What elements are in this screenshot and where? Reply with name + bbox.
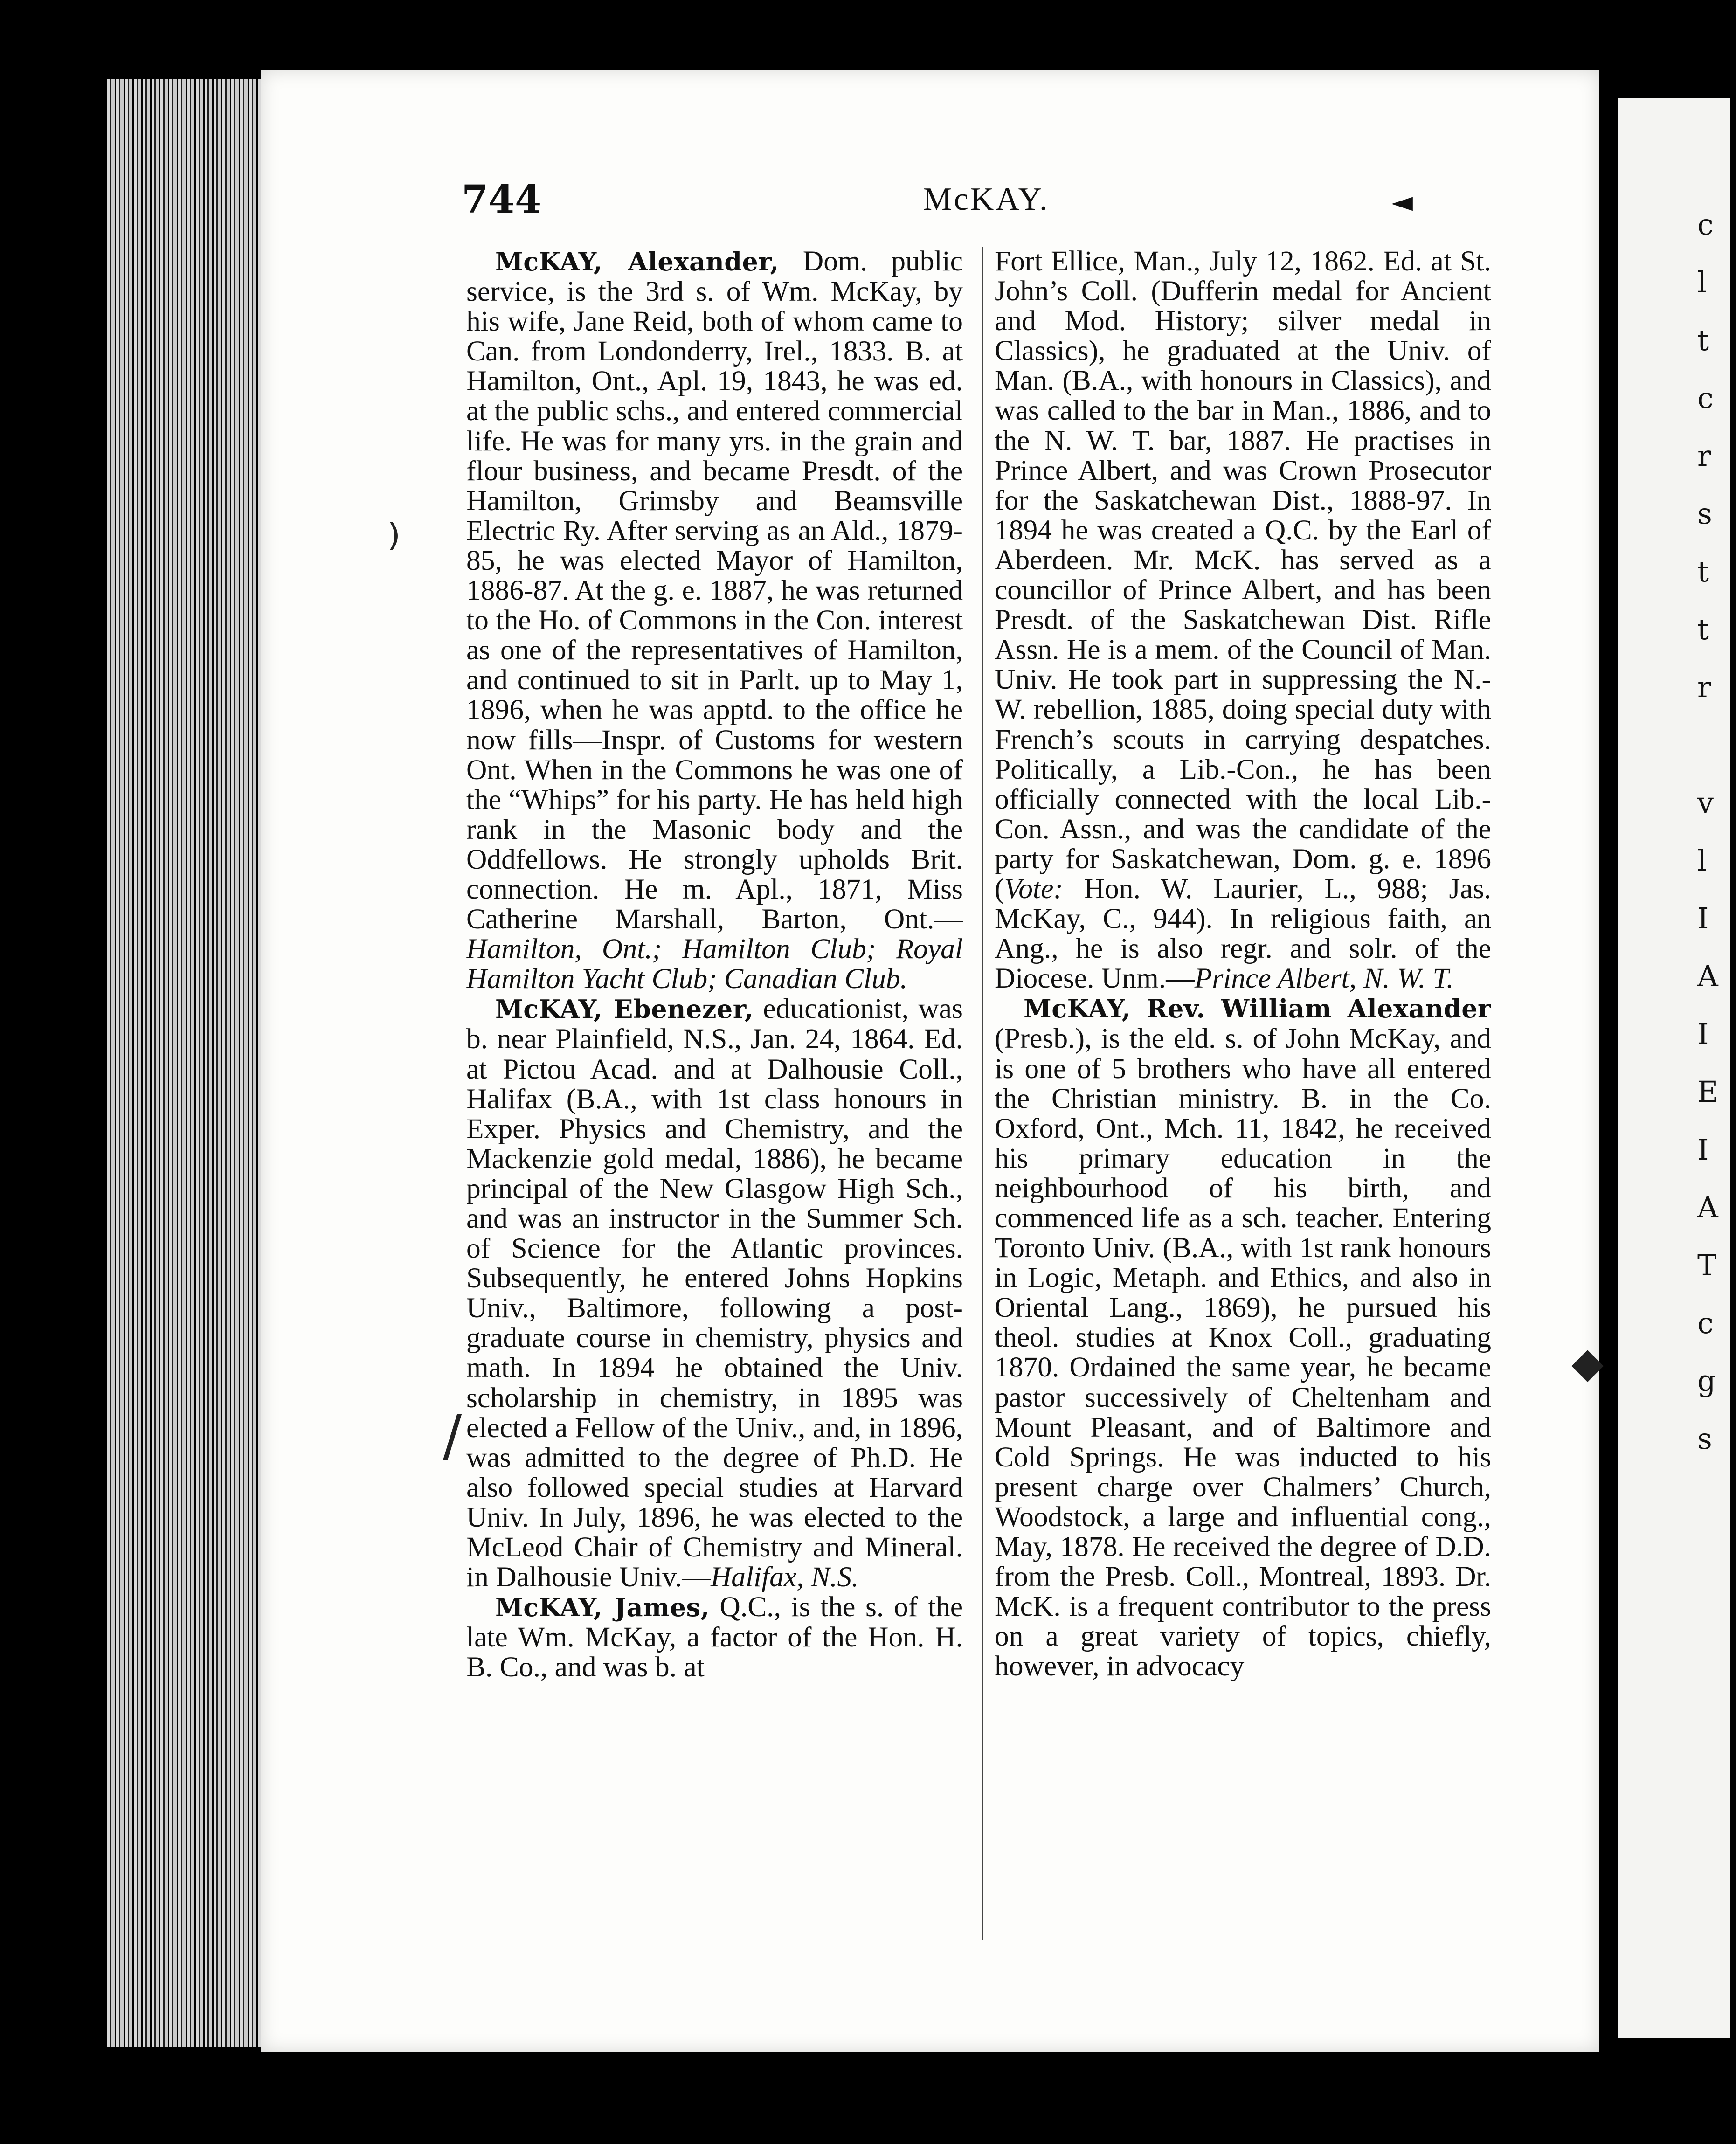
column-divider [982,247,983,1940]
pencil-mark: ⁾ [387,513,401,578]
arrow-mark: ◄ [1391,186,1413,218]
page-header [462,177,1511,233]
entry-james-mckay [466,1592,963,1682]
entry-name: McKAY, James, [495,1592,710,1623]
entry-text-continued: Hon. W. Laurier, L., 988; Jas. McKay, C., 944). In religious faith, an Ang., he is also regr. and solr. of the Diocese. Unm.— [995,872,1491,995]
entry-text: Dom. public service, is the 3rd s. of Wm. McKay, by his wife, Jane Reid, both of whom came to Can. from Londonderry, Irel., 1833. B. at Hamilton, Ont., Apl. 19, 1843, he was ed. at the public schs., and entered commercial life. He was for many yrs. in the grain and flour business, and became Presdt. of the Hamilton, Grimsby and Beamsville Electric Ry. After serving as an Ald., 1879-85, he was elected Mayor of Hamilton, 1886-87. At the g. e. 1887, he was returned to the Ho. of Commons in the Con. interest as one of the representatives of Hamilton, and continued to sit in Parlt. up to May 1, 1896, when he was apptd. to the office he now fills—Inspr. of Customs for western Ont. When in the Commons he was one of the “Whips” for his party. He has held high rank in the Masonic body and the Oddfellows. He strongly upholds Brit. connection. He m. Apl., 1871, Miss Catherine Marshall, Barton, Ont.— [466,246,963,935]
page-number: 744 [462,177,542,222]
entry-alexander-mckay [466,246,963,994]
right-column [995,246,1491,1943]
entry-name: McKAY, Alexander, [495,247,779,277]
entry-ebenezer-mckay [466,994,963,1592]
vote-label: Vote: [1004,872,1063,905]
entry-address: Halifax, N.S. [710,1561,859,1593]
entry-name: McKAY, Ebenezer, [495,994,754,1024]
left-column [466,246,963,1943]
pencil-mark: / [443,1404,462,1468]
adjacent-page-text: c l t c r s t t r v l I A I E I A T c g s [1697,207,1719,1456]
entry-text: Q.C., is the s. of the late Wm. McKay, a factor of the Hon. H. B. Co., and was b. at [466,1591,963,1683]
entry-address: Hamilton, Ont.; Hamilton Club; Royal Hamilton Yacht Club; Canadian Club. [466,933,963,995]
entry-text: (Presb.), is the eld. s. of John McKay, and is one of 5 brothers who have all entered the Christian ministry. B. in the Co. Oxford, Ont., Mch. 11, 1842, he received his primary education in the neighbourhood of his birth, and commenced life as a sch. teacher. Entering Toronto Univ. (B.A., with 1st rank honours in Logic, Metaph. and Ethics, and also in Oriental Lang., 1869), he pursued his theol. studies at Knox Coll., graduating 1870. Ordained the same year, he became pastor successively of Cheltenham and Mount Pleasant, and of Baltimore and Cold Springs. He was inducted to his present charge over Chalmers’ Church, Woodstock, a large and influential cong., May, 1878. He received the degree of D.D. from the Presb. Coll., Montreal, 1893. Dr. McK. is a frequent contributor to the press on a great variety of topics, chiefly, however, in advocacy [995,1023,1491,1682]
entry-text: educationist, was b. near Plainfield, N.S., Jan. 24, 1864. Ed. at Pictou Acad. and at Dalhousie Coll., Halifax (B.A., with 1st class honours in Exper. Physics and Chemistry, and the Mackenzie gold medal, 1886), he became principal of the New Glasgow High Sch., and was an instructor in the Summer Sch. of Science for the Atlantic provinces. Subsequently, he entered Johns Hopkins Univ., Baltimore, following a post-graduate course in chemistry, physics and math. In 1894 he obtained the Univ. scholarship in chemistry, in 1895 was elected a Fellow of the Univ., and, in 1896, was admitted to the degree of Ph.D. He also followed special studies at Harvard Univ. In July, 1896, he was elected to the McLeod Chair of Chemistry and Mineral. in Dalhousie Univ.— [466,993,963,1593]
running-head: McKAY. [923,181,1050,217]
entry-text: Fort Ellice, Man., July 12, 1862. Ed. at St. John’s Coll. (Dufferin medal for Ancient and Mod. History; silver medal in Classics), he graduated at the Univ. of Man. (B.A., with honours in Classics), and was called to the bar in Man., 1886, and to the N. W. T. bar, 1887. He practises in Prince Albert, and was Crown Prosecutor for the Saskatchewan Dist., 1888-97. In 1894 he was created a Q.C. by the Earl of Aberdeen. Mr. McK. has served as a councillor of Prince Albert, and has been Presdt. of the Saskatchewan Dist. Rifle Assn. He is a mem. of the Council of Man. Univ. He took part in suppressing the N.-W. rebellion, 1885, doing special duty with French’s scouts in carrying despatches. Politically, a Lib.-Con., he has been officially connected with the local Lib.-Con. Assn., and was the candidate of the party for Saskatchewan, Dom. g. e. 1896 ( [995,246,1491,905]
entry-address: Prince Albert, N. W. T. [1194,962,1454,995]
entry-james-mckay-continued [995,246,1491,993]
entry-william-alexander-mckay [995,993,1491,1681]
entry-name: McKAY, Rev. William Alexander [1024,994,1491,1024]
ink-blot-mark: ◆ [1571,1338,1604,1387]
